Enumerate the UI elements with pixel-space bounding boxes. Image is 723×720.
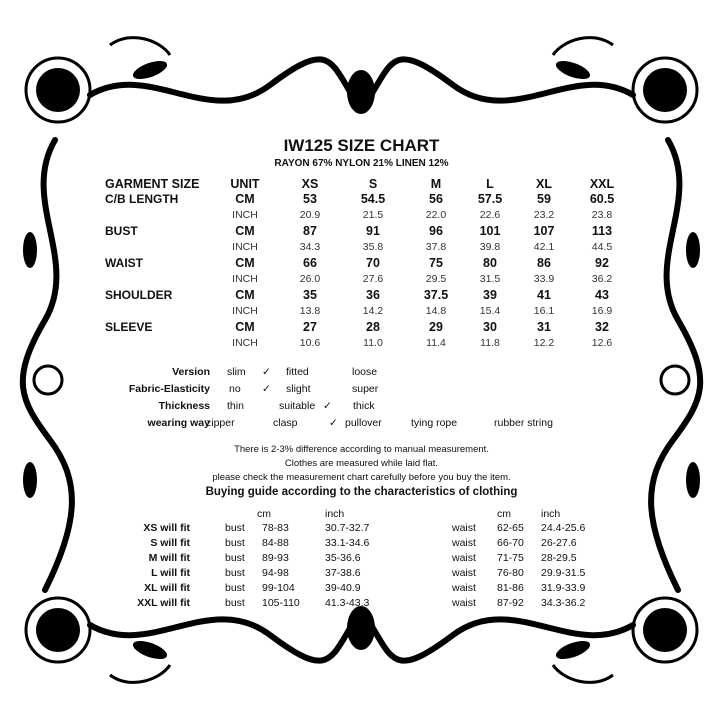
fabric-composition: RAYON 67% NYLON 21% LINEN 12% [274,158,449,169]
attribute-option: loose [352,366,378,378]
cm-value: 36 [366,288,380,302]
guide-waist-label: waist [452,582,476,594]
inch-value: 13.8 [299,305,321,317]
cm-value: 92 [595,256,609,270]
guide-size-label: S will fit [150,537,190,549]
inch-value: 12.2 [533,337,555,349]
guide-bust-label: bust [225,582,245,594]
check-icon: ✓ [262,383,271,395]
attribute-option: no [229,383,241,395]
cm-value: 113 [591,224,613,238]
unit-inch: INCH [232,209,258,221]
cm-value: 29 [429,320,443,334]
inch-value: 11.4 [426,337,446,349]
cm-value: 87 [303,224,317,238]
inch-value: 10.6 [299,337,321,349]
attribute-option: tying rope [411,417,458,429]
inch-value: 11.8 [480,337,500,349]
cm-value: 27 [303,320,317,334]
measurement-label: BUST [105,224,138,238]
attribute-option: super [352,383,379,395]
inch-value: 16.1 [533,305,555,317]
guide-size-label: L will fit [151,567,190,579]
size-header-s: S [368,177,378,191]
attribute-label: Thickness [158,400,210,412]
cm-value: 96 [429,224,443,238]
cm-value: 57.5 [477,192,503,206]
inch-value: 34.3 [299,241,321,253]
cm-value: 86 [537,256,551,270]
guide-waist-cm-header: cm [497,508,511,520]
guide-size-label: XXL will fit [137,597,190,609]
unit-cm: CM [235,288,255,302]
cm-value: 66 [303,256,317,270]
inch-value: 22.6 [479,209,501,221]
inch-value: 37.8 [425,241,447,253]
attribute-option: slim [227,366,246,378]
inch-value: 16.9 [591,305,613,317]
unit-inch: INCH [232,273,258,285]
cm-value: 30 [483,320,497,334]
inch-value: 14.2 [362,305,384,317]
check-icon: ✓ [323,400,332,412]
guide-waist-inch: 26-27.6 [541,537,577,549]
cm-value: 37.5 [423,288,449,302]
attribute-option: zipper [206,417,235,429]
inch-value: 42.1 [533,241,555,253]
inch-value: 31.5 [479,273,501,285]
guide-waist-cm: 76-80 [497,567,524,579]
guide-bust-label: bust [225,597,245,609]
inch-value: 27.6 [362,273,384,285]
guide-size-label: XS will fit [143,522,190,534]
attribute-option: rubber string [494,417,553,429]
unit-inch: INCH [232,305,258,317]
attribute-label: Fabric-Elasticity [128,383,210,395]
attribute-option: suitable [279,400,316,412]
unit-cm: CM [235,320,255,334]
guide-bust-inch: 35-36.6 [325,552,361,564]
size-header-m: M [430,177,442,191]
unit-cm: CM [235,224,255,238]
inch-value: 20.9 [299,209,321,221]
guide-bust-label: bust [225,537,245,549]
guide-bust-cm: 105-110 [262,597,300,609]
inch-value: 36.2 [591,273,613,285]
cm-value: 70 [366,256,380,270]
cm-value: 107 [533,224,555,238]
guide-waist-cm: 87-92 [497,597,524,609]
inch-value: 21.5 [362,209,384,221]
cm-value: 43 [595,288,609,302]
page-title: IW125 SIZE CHART [283,136,440,155]
guide-waist-inch: 28-29.5 [541,552,577,564]
guide-bust-cm: 84-88 [262,537,289,549]
inch-value: 39.8 [479,241,501,253]
cm-value: 59 [537,192,551,206]
cm-value: 60.5 [589,192,615,206]
guide-waist-cm: 62-65 [497,522,524,534]
unit-header: UNIT [230,177,260,191]
unit-inch: INCH [232,337,258,349]
cm-value: 75 [429,256,443,270]
guide-bust-inch: 37-38.6 [325,567,361,579]
cm-value: 91 [366,224,380,238]
attribute-label: wearing way [147,417,210,429]
attribute-label: Version [172,366,210,378]
guide-bust-inch: 39-40.9 [325,582,361,594]
guide-bust-cm: 78-83 [262,522,289,534]
guide-waist-label: waist [452,567,476,579]
cm-value: 39 [483,288,497,302]
guide-waist-cm: 81-86 [497,582,524,594]
attribute-option: fitted [286,366,309,378]
unit-cm: CM [235,256,255,270]
guide-waist-label: waist [452,552,476,564]
inch-value: 15.4 [479,305,501,317]
measurement-note: please check the measurement chart carefully before you buy the item. [212,472,511,483]
guide-waist-label: waist [452,537,476,549]
inch-value: 11.0 [363,337,383,349]
inch-value: 23.8 [591,209,613,221]
cm-value: 54.5 [360,192,386,206]
garment-size-header: GARMENT SIZE [105,177,200,191]
cm-value: 80 [483,256,497,270]
measurement-label: SLEEVE [105,320,153,334]
inch-value: 14.8 [425,305,447,317]
attribute-option: thick [353,400,375,412]
guide-bust-label: bust [225,552,245,564]
cm-value: 28 [366,320,380,334]
size-header-l: L [486,177,494,191]
measurement-label: C/B LENGTH [105,192,179,206]
cm-value: 101 [479,224,501,238]
inch-value: 23.2 [533,209,555,221]
guide-bust-label: bust [225,567,245,579]
check-icon: ✓ [329,417,338,429]
unit-inch: INCH [232,241,258,253]
guide-waist-label: waist [452,522,476,534]
inch-value: 22.0 [425,209,447,221]
guide-bust-inch: 30.7-32.7 [325,522,370,534]
check-icon: ✓ [262,366,271,378]
buying-guide-title: Buying guide according to the characteristics of clothing [205,486,518,498]
guide-bust-label: bust [225,522,245,534]
inch-value: 44.5 [591,241,613,253]
guide-size-label: XL will fit [144,582,190,594]
cm-value: 35 [303,288,317,302]
guide-waist-inch-header: inch [541,508,561,520]
guide-bust-inch: 33.1-34.6 [325,537,370,549]
inch-value: 29.5 [425,273,447,285]
measurement-label: SHOULDER [105,288,173,302]
inch-value: 33.9 [533,273,555,285]
measurement-note: Clothes are measured while laid flat. [284,458,439,469]
attribute-option: thin [227,400,244,412]
size-header-xl: XL [536,177,552,191]
guide-waist-cm: 71-75 [497,552,524,564]
attribute-option: pullover [345,417,382,429]
cm-value: 41 [537,288,551,302]
measurement-note: There is 2-3% difference according to manual measurement. [234,444,489,455]
guide-waist-cm: 66-70 [497,537,524,549]
guide-bust-cm-header: cm [257,508,271,520]
size-header-xxl: XXL [589,177,615,191]
guide-waist-label: waist [452,597,476,609]
guide-waist-inch: 34.3-36.2 [541,597,586,609]
guide-size-label: M will fit [148,552,190,564]
guide-bust-inch: 41.3-43.3 [325,597,370,609]
size-header-xs: XS [301,177,319,191]
unit-cm: CM [235,192,255,206]
inch-value: 35.8 [362,241,384,253]
guide-bust-cm: 94-98 [262,567,289,579]
attribute-option: slight [286,383,311,395]
guide-waist-inch: 24.4-25.6 [541,522,586,534]
inch-value: 26.0 [299,273,321,285]
inch-value: 12.6 [591,337,613,349]
guide-bust-inch-header: inch [325,508,345,520]
guide-waist-inch: 31.9-33.9 [541,582,586,594]
cm-value: 56 [429,192,443,206]
guide-bust-cm: 89-93 [262,552,289,564]
guide-waist-inch: 29.9-31.5 [541,567,586,579]
cm-value: 32 [595,320,609,334]
cm-value: 31 [537,320,551,334]
cm-value: 53 [303,192,317,206]
attribute-option: clasp [273,417,298,429]
guide-bust-cm: 99-104 [262,582,295,594]
measurement-label: WAIST [105,256,143,270]
